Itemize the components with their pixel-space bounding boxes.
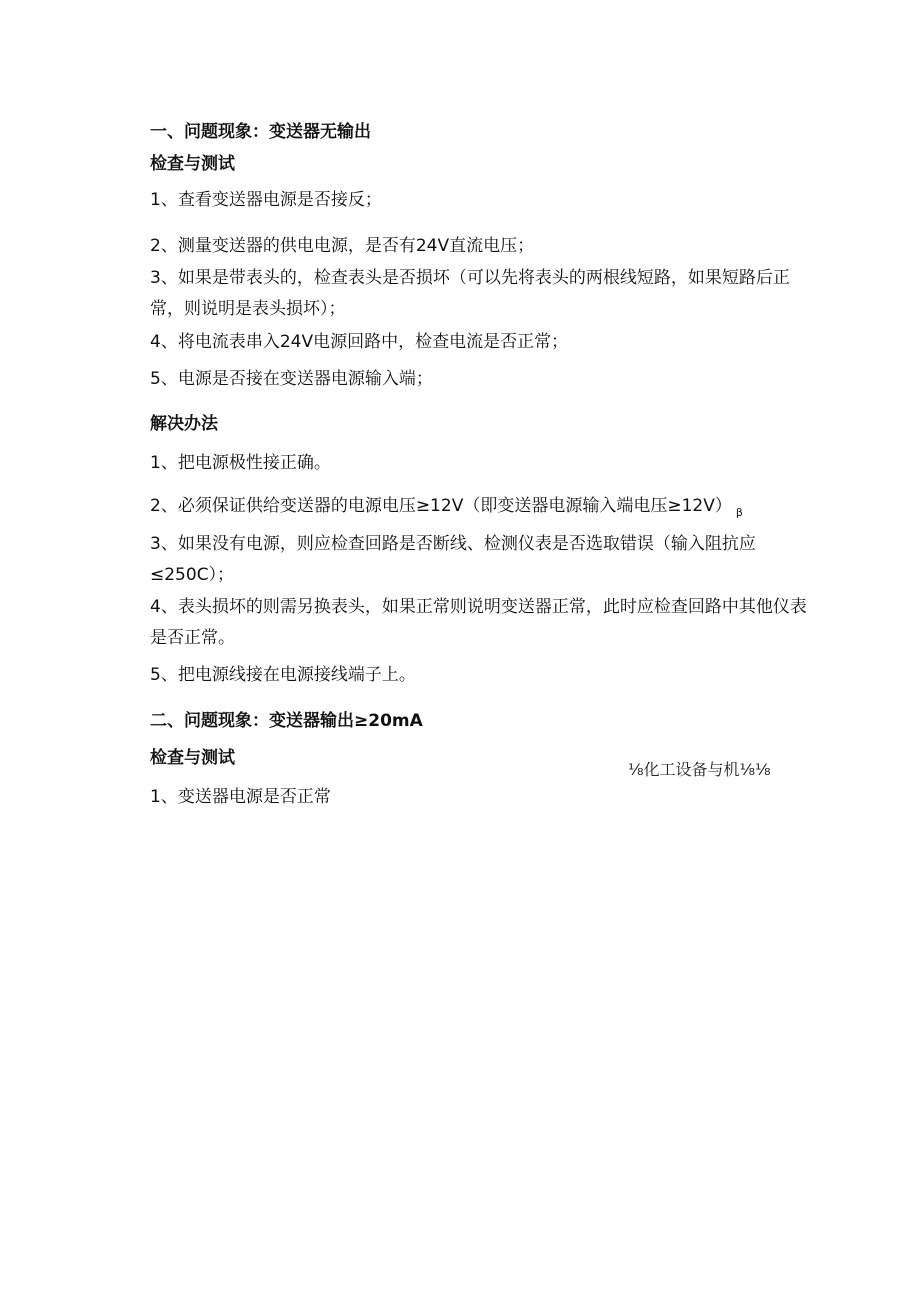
section1-solution-item-1: 1、把电源极性接正确。 [150, 453, 331, 473]
section1-solution-heading: 解决办法 [150, 414, 218, 434]
solution-item-2-suffix: β [735, 506, 743, 519]
section1-solution-item-2 [150, 496, 820, 523]
section1-check-item-3: 3、如果是带表头的，检查表头是否损坏（可以先将表头的两根线短路，如果短路后正常，则说明是表头损坏）； [150, 268, 790, 319]
section1-check-item-2: 2、测量变送器的供电电源，是否有24V直流电压； [150, 236, 535, 256]
section1-title: 一、问题现象：变送器无输出 [150, 122, 371, 142]
watermark-text: ⅛化工设备与机⅛⅛ [628, 760, 771, 779]
section1-check-item-4: 4、将电流表串入24V电源回路中，检查电流是否正常； [150, 332, 569, 352]
section1-solution-item-2-text: 2、必须保证供给变送器的电源电压≥12V（即变送器电源输入端电压≥12V） [150, 496, 732, 516]
section1-solution-item-3: 3、如果没有电源，则应检查回路是否断线、检测仪表是否选取错误（输入阻抗应≤250C）； [150, 534, 756, 585]
section2-check-heading: 检查与测试 [150, 748, 235, 768]
section1-check-item-1: 1、查看变送器电源是否接反； [150, 190, 382, 210]
section1-solution-item-5: 5、把电源线接在电源接线端子上。 [150, 665, 416, 685]
section1-check-item-5: 5、电源是否接在变送器电源输入端； [150, 369, 433, 389]
section2-title: 二、问题现象：变送器输出≥20mA [150, 711, 423, 731]
section1-solution-item-4: 4、表头损坏的则需另换表头，如果正常则说明变送器正常，此时应检查回路中其他仪表是否正常。 [150, 597, 807, 648]
section2-check-item-1: 1、变送器电源是否正常 [150, 787, 331, 807]
section1-check-heading: 检查与测试 [150, 154, 235, 174]
